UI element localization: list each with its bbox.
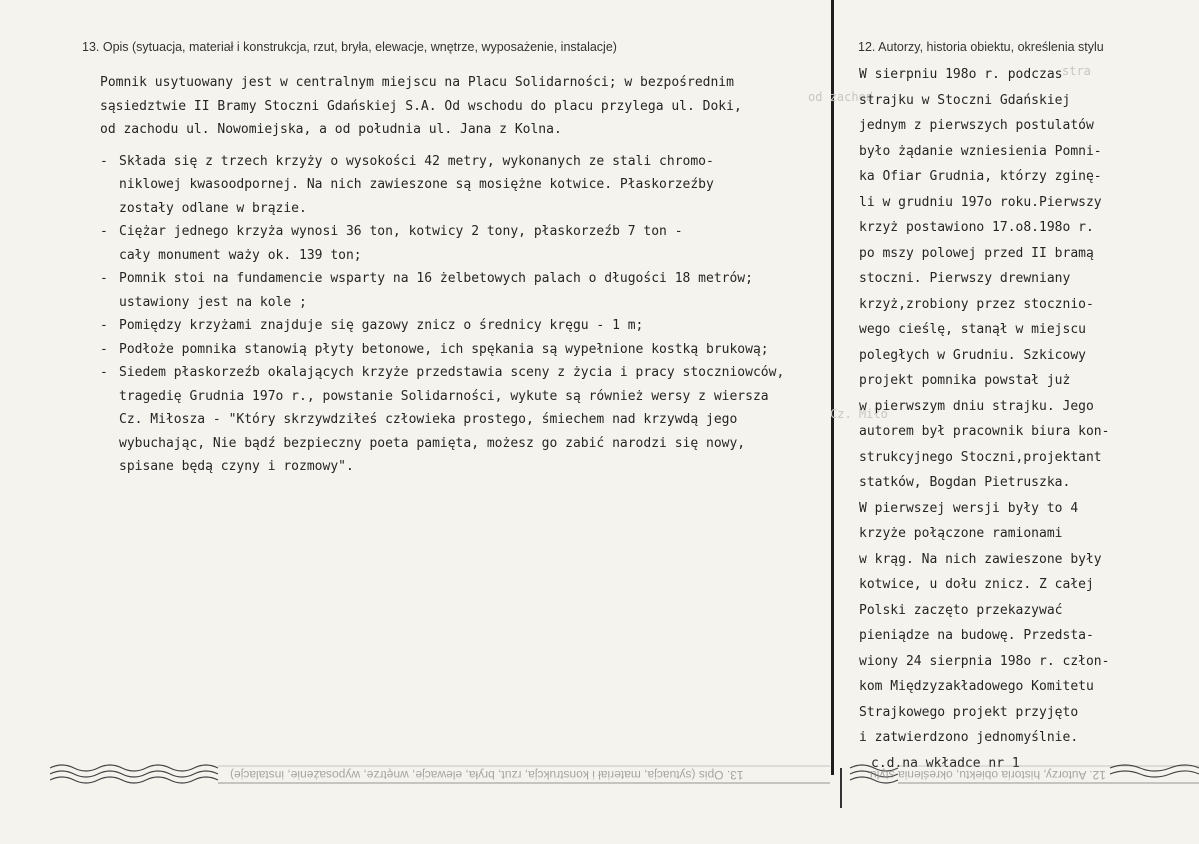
bullet-line: ustawiony jest na kole ; — [119, 294, 307, 310]
bullet-line: Pomnik stoi na fundamencie wsparty na 16 żelbetowych palach o długości 18 metrów; — [119, 271, 753, 286]
bullet-item — [100, 361, 830, 479]
history-line: strukcyjnego Stoczni,projektant — [859, 449, 1102, 465]
history-line: kom Międzyzakładowego Komitetu — [859, 679, 1094, 694]
bullet-dash: - — [100, 271, 108, 286]
history-line: krzyż postawiono 17.o8.198o r. — [859, 220, 1094, 235]
bullet-item — [100, 267, 830, 314]
bleed-through-text: stra — [1062, 64, 1091, 78]
history-line: w pierwszym dniu strajku. Jego — [859, 398, 1094, 414]
history-line: strajku w Stoczni Gdańskiej — [859, 92, 1071, 108]
bullet-dash: - — [100, 318, 108, 333]
history-line: W pierwszej wersji były to 4 — [859, 500, 1079, 516]
section-12-label: 12. Autorzy, historia obiektu, określenia stylu — [858, 40, 1104, 54]
bullet-dash: - — [100, 224, 108, 239]
description-bullet-list — [100, 150, 830, 479]
intro-line: od zachodu ul. Nowomiejska, a od południa ul. Jana z Kolna. — [100, 122, 562, 137]
mirrored-label-12: 12. Autorzy, historia obiektu, określenia stylu — [870, 768, 1106, 782]
history-line: było żądanie wzniesienia Pomni- — [859, 143, 1102, 159]
bullet-line: Siedem płaskorzeźb okalających krzyże przedstawia sceny z życia i pracy stoczniowców, — [119, 365, 785, 380]
bullet-line: wybuchając, Nie bądź bezpieczny poeta pamięta, możesz go zabić narodzi się nowy, — [119, 435, 746, 451]
bullet-dash: - — [100, 365, 108, 380]
bullet-item — [100, 150, 830, 221]
intro-line: Pomnik usytuowany jest w centralnym miejscu na Placu Solidarności; w bezpośrednim — [100, 75, 734, 90]
bullet-item — [100, 314, 830, 338]
history-line: jednym z pierwszych postulatów — [859, 118, 1094, 133]
history-line: Strajkowego projekt przyjęto — [859, 704, 1079, 720]
bullet-line: Składa się z trzech krzyży o wysokości 42 metry, wykonanych ze stali chromo- — [119, 153, 714, 169]
bullet-item — [100, 220, 830, 267]
bleed-through-text: Cz. Miło — [830, 407, 888, 421]
bullet-line: zostały odlane w brązie. — [119, 200, 307, 216]
history-line: krzyż,zrobiony przez stocznio- — [859, 296, 1094, 312]
column-divider — [831, 0, 834, 775]
history-line: po mszy polowej przed II bramą — [859, 245, 1094, 261]
history-line: i zatwierdzono jednomyślnie. — [859, 730, 1079, 745]
bullet-line: niklowej kwasoodpornej. Na nich zawieszone są mosiężne kotwice. Płaskorzeźby — [119, 177, 714, 192]
history-line: autorem był pracownik biura kon- — [859, 424, 1110, 439]
bullet-dash: - — [100, 153, 108, 169]
history-line: li w grudniu 197o roku.Pierwszy — [859, 194, 1102, 210]
history-line: poległych w Grudniu. Szkicowy — [859, 347, 1086, 363]
intro-line: sąsiedztwie II Bramy Stoczni Gdańskiej S.A. Od wschodu do placu przylega ul. Doki, — [100, 98, 742, 114]
history-line: ka Ofiar Grudnia, którzy zginę- — [859, 169, 1102, 184]
bullet-line: spisane będą czyny i rozmowy". — [119, 459, 354, 474]
history-line: krzyże połączone ramionami — [859, 526, 1063, 541]
history-line: w krąg. Na nich zawieszone były — [859, 551, 1102, 567]
bleed-through-text: od zachod — [808, 90, 874, 104]
history-line: Polski zaczęto przekazywać — [859, 602, 1063, 618]
mirrored-label-13: 13. Opis (sytuacja, materiał i konstrukcja, rzut, bryła, elewacje, wnętrze, wyposażenie, instalacje) — [230, 768, 744, 782]
history-line: wiony 24 sierpnia 198o r. człon- — [859, 653, 1110, 669]
bullet-item — [100, 338, 830, 362]
description-text — [100, 71, 830, 479]
bullet-line: tragedię Grudnia 197o r., powstanie Solidarności, wykute są również wersy z wiersza — [119, 388, 769, 404]
history-line: kotwice, u dołu znicz. Z całej — [859, 577, 1094, 592]
bullet-line: Podłoże pomnika stanowią płyty betonowe, ich spękania są wypełnione kostką brukową; — [119, 341, 769, 357]
bullet-line: Ciężar jednego krzyża wynosi 36 ton, kotwicy 2 tony, płaskorzeźb 7 ton - — [119, 224, 683, 239]
bullet-line: Pomiędzy krzyżami znajduje się gazowy znicz o średnicy kręgu - 1 m; — [119, 318, 644, 333]
bullet-line: cały monument waży ok. 139 ton; — [119, 247, 362, 263]
history-line: projekt pomnika powstał już — [859, 373, 1071, 388]
history-line: stoczni. Pierwszy drewniany — [859, 271, 1071, 286]
bullet-dash: - — [100, 341, 108, 357]
bullet-line: Cz. Miłosza - "Który skrzywdziłeś człowieka prostego, śmiechem nad krzywdą jego — [119, 412, 738, 427]
history-line: wego cieślę, stanął w miejscu — [859, 322, 1086, 337]
history-line: W sierpniu 198o r. podczas — [859, 67, 1063, 82]
section-13-label: 13. Opis (sytuacja, materiał i konstrukcja, rzut, bryła, elewacje, wnętrze, wyposażenie, instalacje) — [82, 40, 617, 54]
history-text — [859, 62, 1189, 776]
continuation-note: c.d.na wkładce nr 1 — [871, 755, 1020, 771]
history-line: statków, Bogdan Pietruszka. — [859, 475, 1071, 490]
history-line: pieniądze na budowę. Przedsta- — [859, 628, 1094, 643]
